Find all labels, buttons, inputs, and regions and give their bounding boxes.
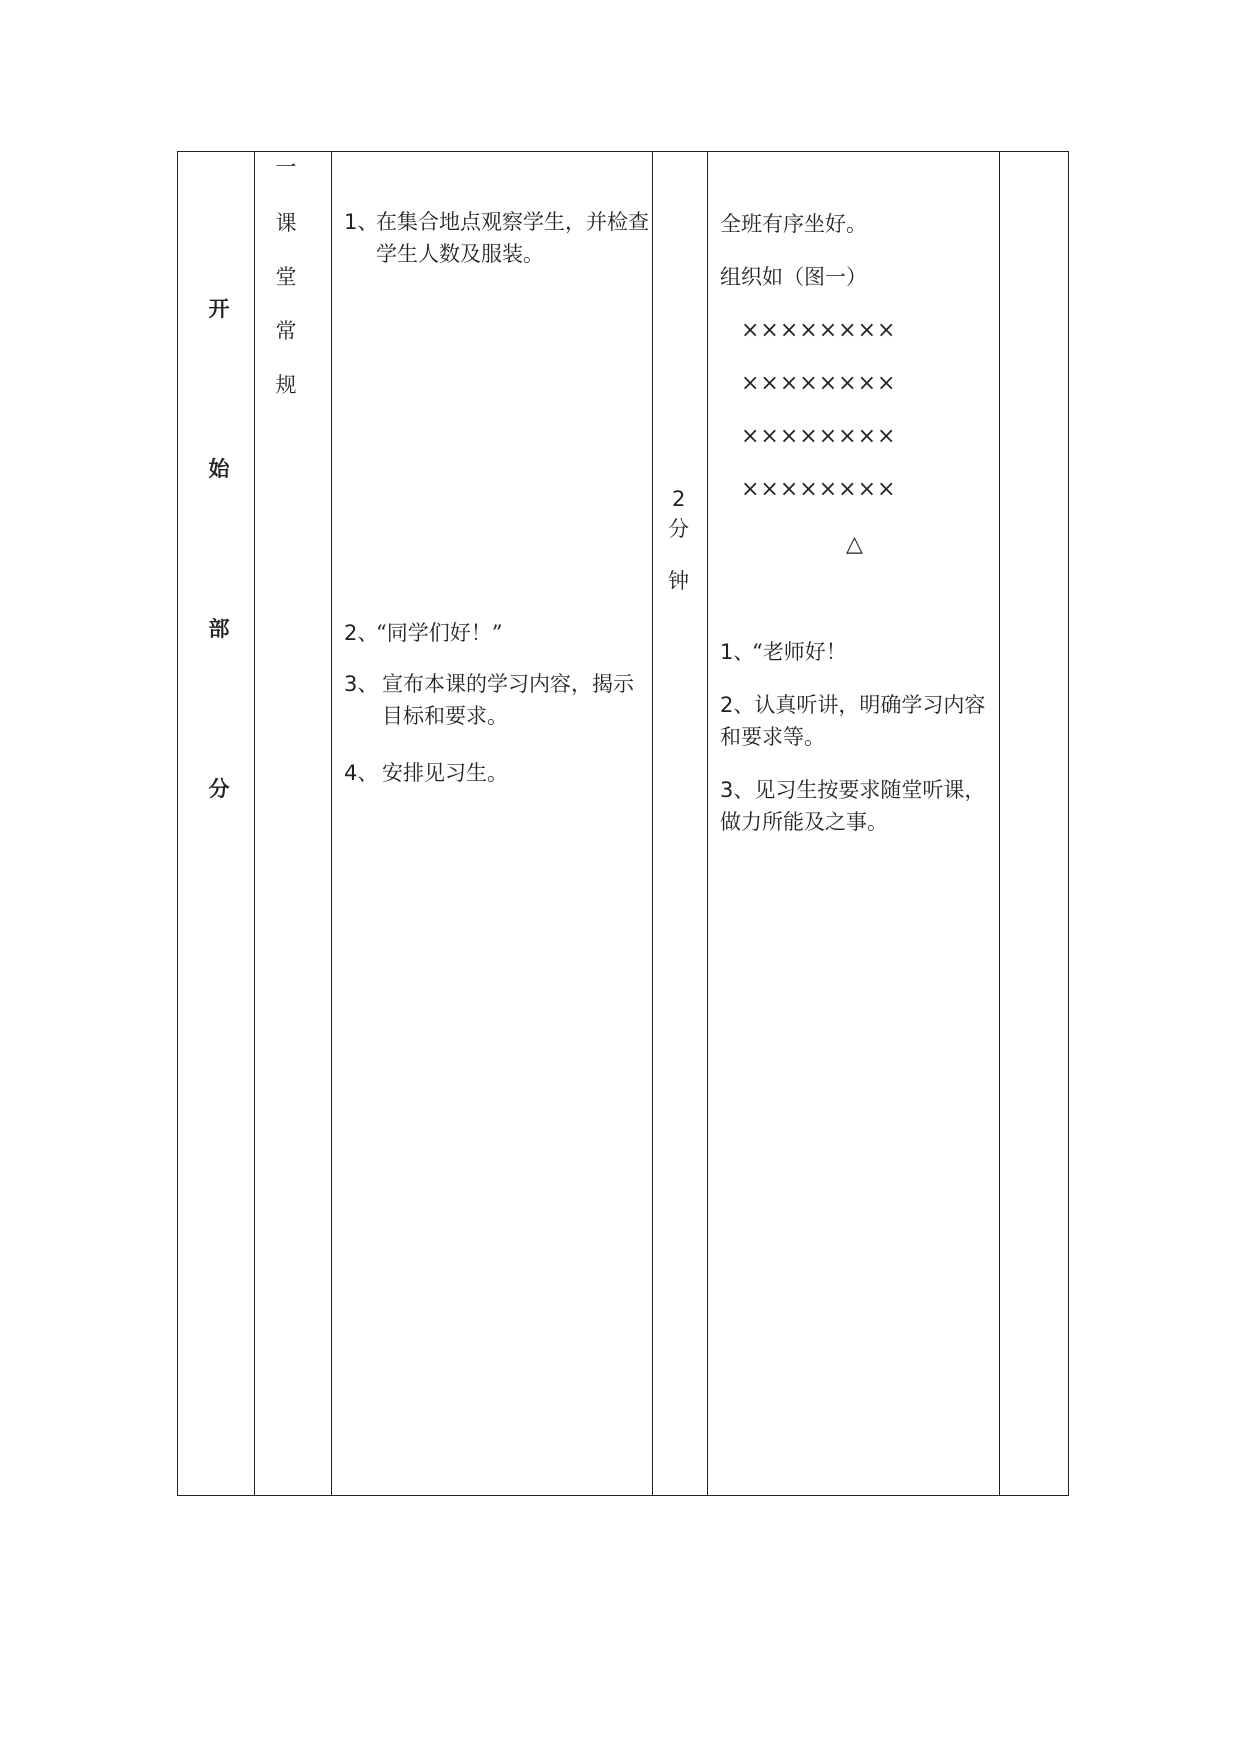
section-label-char: 分: [208, 777, 230, 801]
student-item-number: 1、: [720, 640, 755, 664]
time-value: 2: [672, 487, 686, 511]
teacher-position-mark: △: [846, 532, 863, 557]
teacher-item: [344, 668, 649, 732]
subsection-label-char: 堂: [275, 265, 297, 289]
teacher-item-text: “同学们好！”: [376, 621, 503, 645]
student-item-text: “老师好！: [752, 640, 847, 664]
teacher-item: [344, 206, 649, 270]
student-item-text: 见习生按要求随堂听课，做力所能及之事。: [720, 778, 986, 834]
column-divider: [254, 152, 255, 1495]
student-item-number: 3、: [720, 778, 755, 802]
teacher-item-number: 1、: [344, 210, 379, 234]
student-line: 组织如（图一）: [720, 265, 867, 289]
formation-row: ××××××××: [741, 477, 897, 502]
remarks-column: [1000, 152, 1068, 1495]
section-label-char: 开: [208, 297, 230, 321]
time-unit-char: 钟: [668, 569, 689, 593]
formation-row: ××××××××: [741, 424, 897, 449]
teacher-item-text: 安排见习生。: [382, 761, 508, 785]
student-item-number: 2、: [720, 693, 755, 717]
teacher-item-number: 3、: [344, 672, 379, 696]
column-divider: [707, 152, 708, 1495]
section-label-char: 始: [208, 457, 230, 481]
teacher-item-number: 2、: [344, 621, 379, 645]
column-divider: [652, 152, 653, 1495]
student-line: 全班有序坐好。: [720, 212, 867, 236]
student-item: [720, 774, 988, 838]
lesson-plan-table: [177, 151, 1069, 1496]
teacher-item: [344, 617, 649, 649]
teacher-item-text: 在集合地点观察学生，并检查学生人数及服装。: [376, 210, 649, 266]
teacher-item: [344, 757, 649, 789]
time-unit-char: 分: [668, 517, 689, 541]
teacher-item-text: 宣布本课的学习内容，揭示目标和要求。: [382, 672, 634, 728]
teacher-item-number: 4、: [344, 761, 379, 785]
section-label-char: 部: [208, 617, 230, 641]
subsection-number: 一: [275, 155, 297, 179]
student-item: [720, 636, 990, 668]
subsection-label-char: 常: [275, 319, 297, 343]
subsection-label-char: 规: [275, 373, 297, 397]
formation-row: ××××××××: [741, 371, 897, 396]
formation-row: ××××××××: [741, 318, 897, 343]
student-item-text: 认真听讲，明确学习内容和要求等。: [720, 693, 986, 749]
column-divider: [331, 152, 332, 1495]
subsection-label-char: 课: [275, 211, 297, 235]
student-item: [720, 689, 988, 753]
